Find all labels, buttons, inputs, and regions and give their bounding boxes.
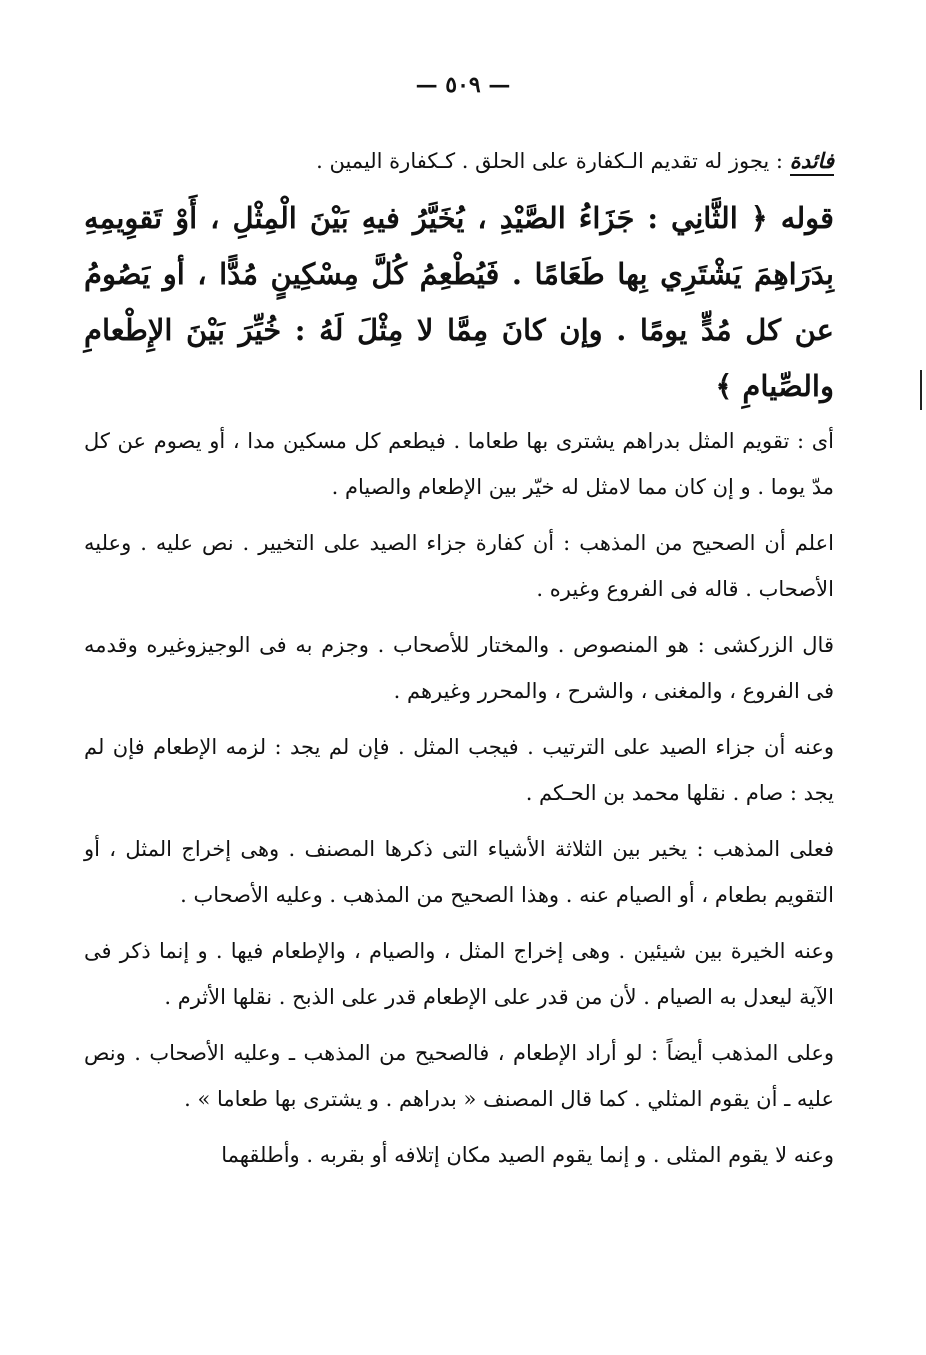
note-paragraph [84, 138, 834, 184]
paragraph-7: وعلى المذهب أيضاً : لو أراد الإطعام ، فالصحيح من المذهب ـ وعليه الأصحاب . ونص عليه ـ أن يقوم المثلي . كما قال المصنف « بدراهم . و يشترى بها طعاما » . [84, 1041, 834, 1111]
quoted-text-paragraph [84, 190, 834, 414]
paragraph-8: وعنه لا يقوم المثلى . و إنما يقوم الصيد مكان إتلافه أو بقربه . وأطلقهما [221, 1143, 834, 1167]
paragraph-6: وعنه الخيرة بين شيئين . وهى إخراج المثل ، والصيام ، والإطعام فيها . و إنما ذكر فى الآية ليعدل به الصيام . لأن من قدر على الإطعام قدر على الذبح . نقلها الأثرم . [84, 939, 834, 1009]
note-lead: فائدة [790, 148, 834, 176]
quote-lead: قوله [780, 201, 834, 235]
body-text [84, 138, 834, 1178]
paragraph-1: أى : تقويم المثل بدراهم يشترى بها طعاما . فيطعم كل مسكين مدا ، أو يصوم عن كل مدّ يوما . و إن كان مما لامثل له خيّر بين الإطعام والصيام . [84, 429, 834, 499]
note-text: : يجوز له تقديم الـكفارة على الحلق . كـكفارة اليمين . [316, 149, 783, 173]
paragraph-2: اعلم أن الصحيح من المذهب : أن كفارة جزاء الصيد على التخيير . نص عليه . وعليه الأصحاب . قاله فى الفروع وغيره . [84, 531, 834, 601]
paragraph-5: فعلى المذهب : يخير بين الثلاثة الأشياء التى ذكرها المصنف . وهى إخراج المثل ، أو التقويم بطعام ، أو الصيام عنه . وهذا الصحيح من المذهب . وعليه الأصحاب . [84, 837, 834, 907]
page-number: — ٥٠٩ — [415, 72, 511, 98]
quote-text: ﴿ الثَّانِي : جَزَاءُ الصَّيْدِ ، يُخَيَّرُ فيهِ بَيْنَ الْمِثْلِ ، أَوْ تَقوِيمِهِ بِدَرَاهِمَ يَشْتَرِي بِها طَعَامًا . فَيُطْعِمُ كُلَّ مِسْكِينٍ مُدًّا ، أو يَصُومُ عن كل مُدٍّ يومًا . وإن كانَ مِمَّا لا مِثْلَ لَهُ : خُيِّرَ بَيْنَ الإِطْعامِ والصِّيامِ ﴾ [84, 201, 834, 403]
paragraph-4: وعنه أن جزاء الصيد على الترتيب . فيجب المثل . فإن لم يجد : لزمه الإطعام فإن لم يجد : صام . نقلها محمد بن الحـكم . [84, 735, 834, 805]
margin-mark [920, 370, 922, 410]
paragraph-3: قال الزركشى : هو المنصوص . والمختار للأصحاب . وجزم به فى الوجيزوغيره وقدمه فى الفروع ، والمغنى ، والشرح ، والمحرر وغيرهم . [84, 633, 834, 703]
